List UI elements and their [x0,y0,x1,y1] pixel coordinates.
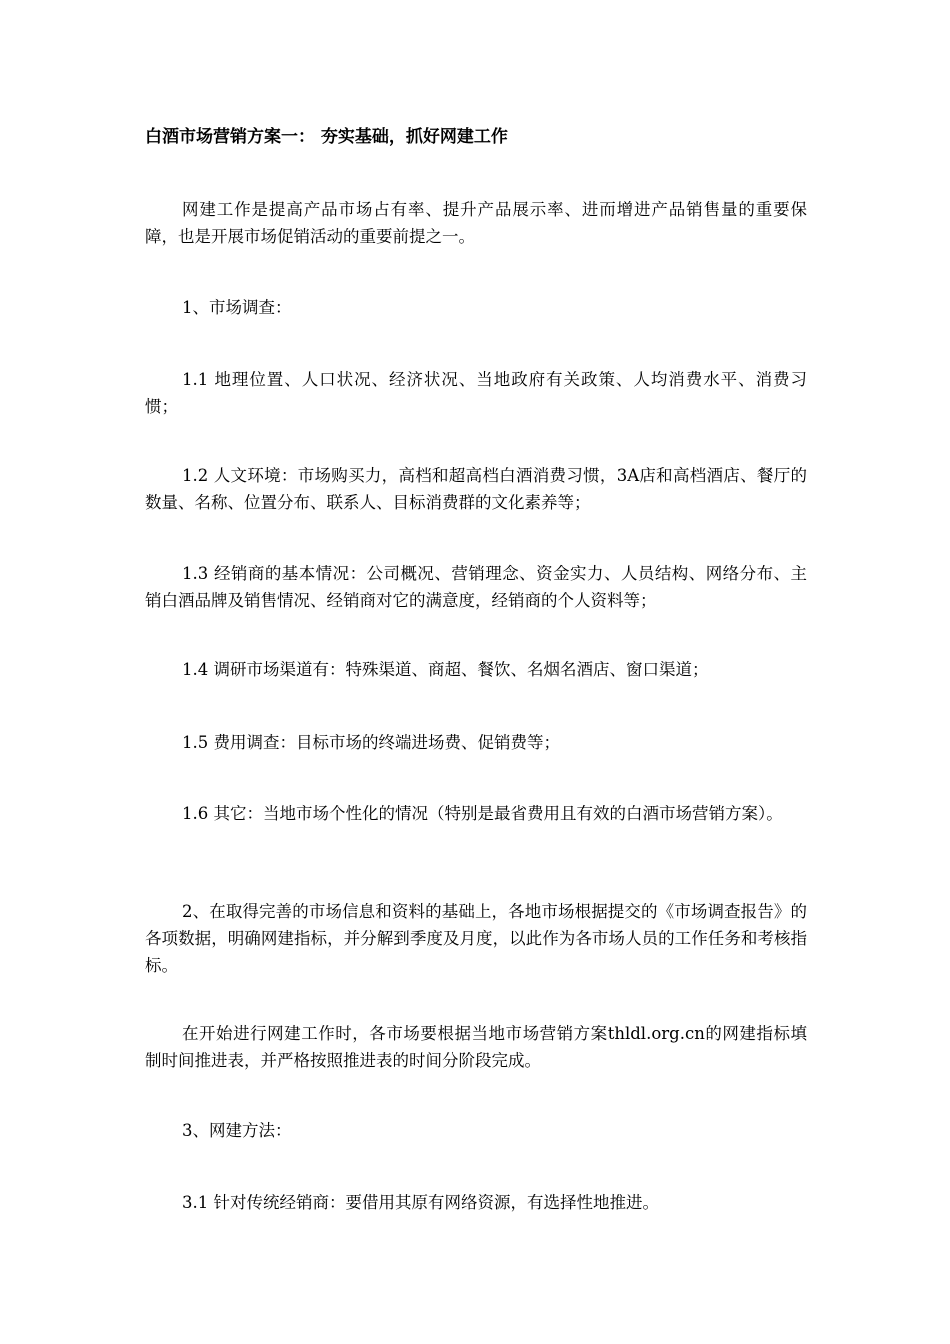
document-title: 白酒市场营销方案一： 夯实基础，抓好网建工作 [145,127,508,147]
paragraph-1-2: 1.2 人文环境：市场购买力，高档和超高档白酒消费习惯，3A店和高档酒店、餐厅的数量、名称、位置分布、联系人、目标消费群的文化素养等； [145,466,807,512]
paragraph-intro: 网建工作是提高产品市场占有率、提升产品展示率、进而增进产品销售量的重要保障，也是开展市场促销活动的重要前提之一。 [145,200,807,246]
paragraph-network-schedule: 在开始进行网建工作时，各市场要根据当地市场营销方案thldl.org.cn的网建指标填制时间推进表，并严格按照推进表的时间分阶段完成。 [145,1024,807,1070]
paragraph-1-5: 1.5 费用调查：目标市场的终端进场费、促销费等； [182,733,560,752]
paragraph-3-1: 3.1 针对传统经销商：要借用其原有网络资源，有选择性地推进。 [182,1193,659,1212]
paragraph-market-survey: 1、市场调查： [182,298,292,317]
paragraph-1-6: 1.6 其它：当地市场个性化的情况（特别是最省费用且有效的白酒市场营销方案）。 [182,804,783,823]
paragraph-1-4: 1.4 调研市场渠道有：特殊渠道、商超、餐饮、名烟名酒店、窗口渠道； [182,660,709,679]
paragraph-1-1: 1.1 地理位置、人口状况、经济状况、当地政府有关政策、人均消费水平、消费习惯； [145,370,807,416]
paragraph-2: 2、在取得完善的市场信息和资料的基础上，各地市场根据提交的《市场调查报告》的各项数据，明确网建指标，并分解到季度及月度，以此作为各市场人员的工作任务和考核指标。 [145,902,807,975]
paragraph-1-3: 1.3 经销商的基本情况：公司概况、营销理念、资金实力、人员结构、网络分布、主销白酒品牌及销售情况、经销商对它的满意度，经销商的个人资料等； [145,564,807,610]
paragraph-3: 3、网建方法： [182,1121,292,1140]
